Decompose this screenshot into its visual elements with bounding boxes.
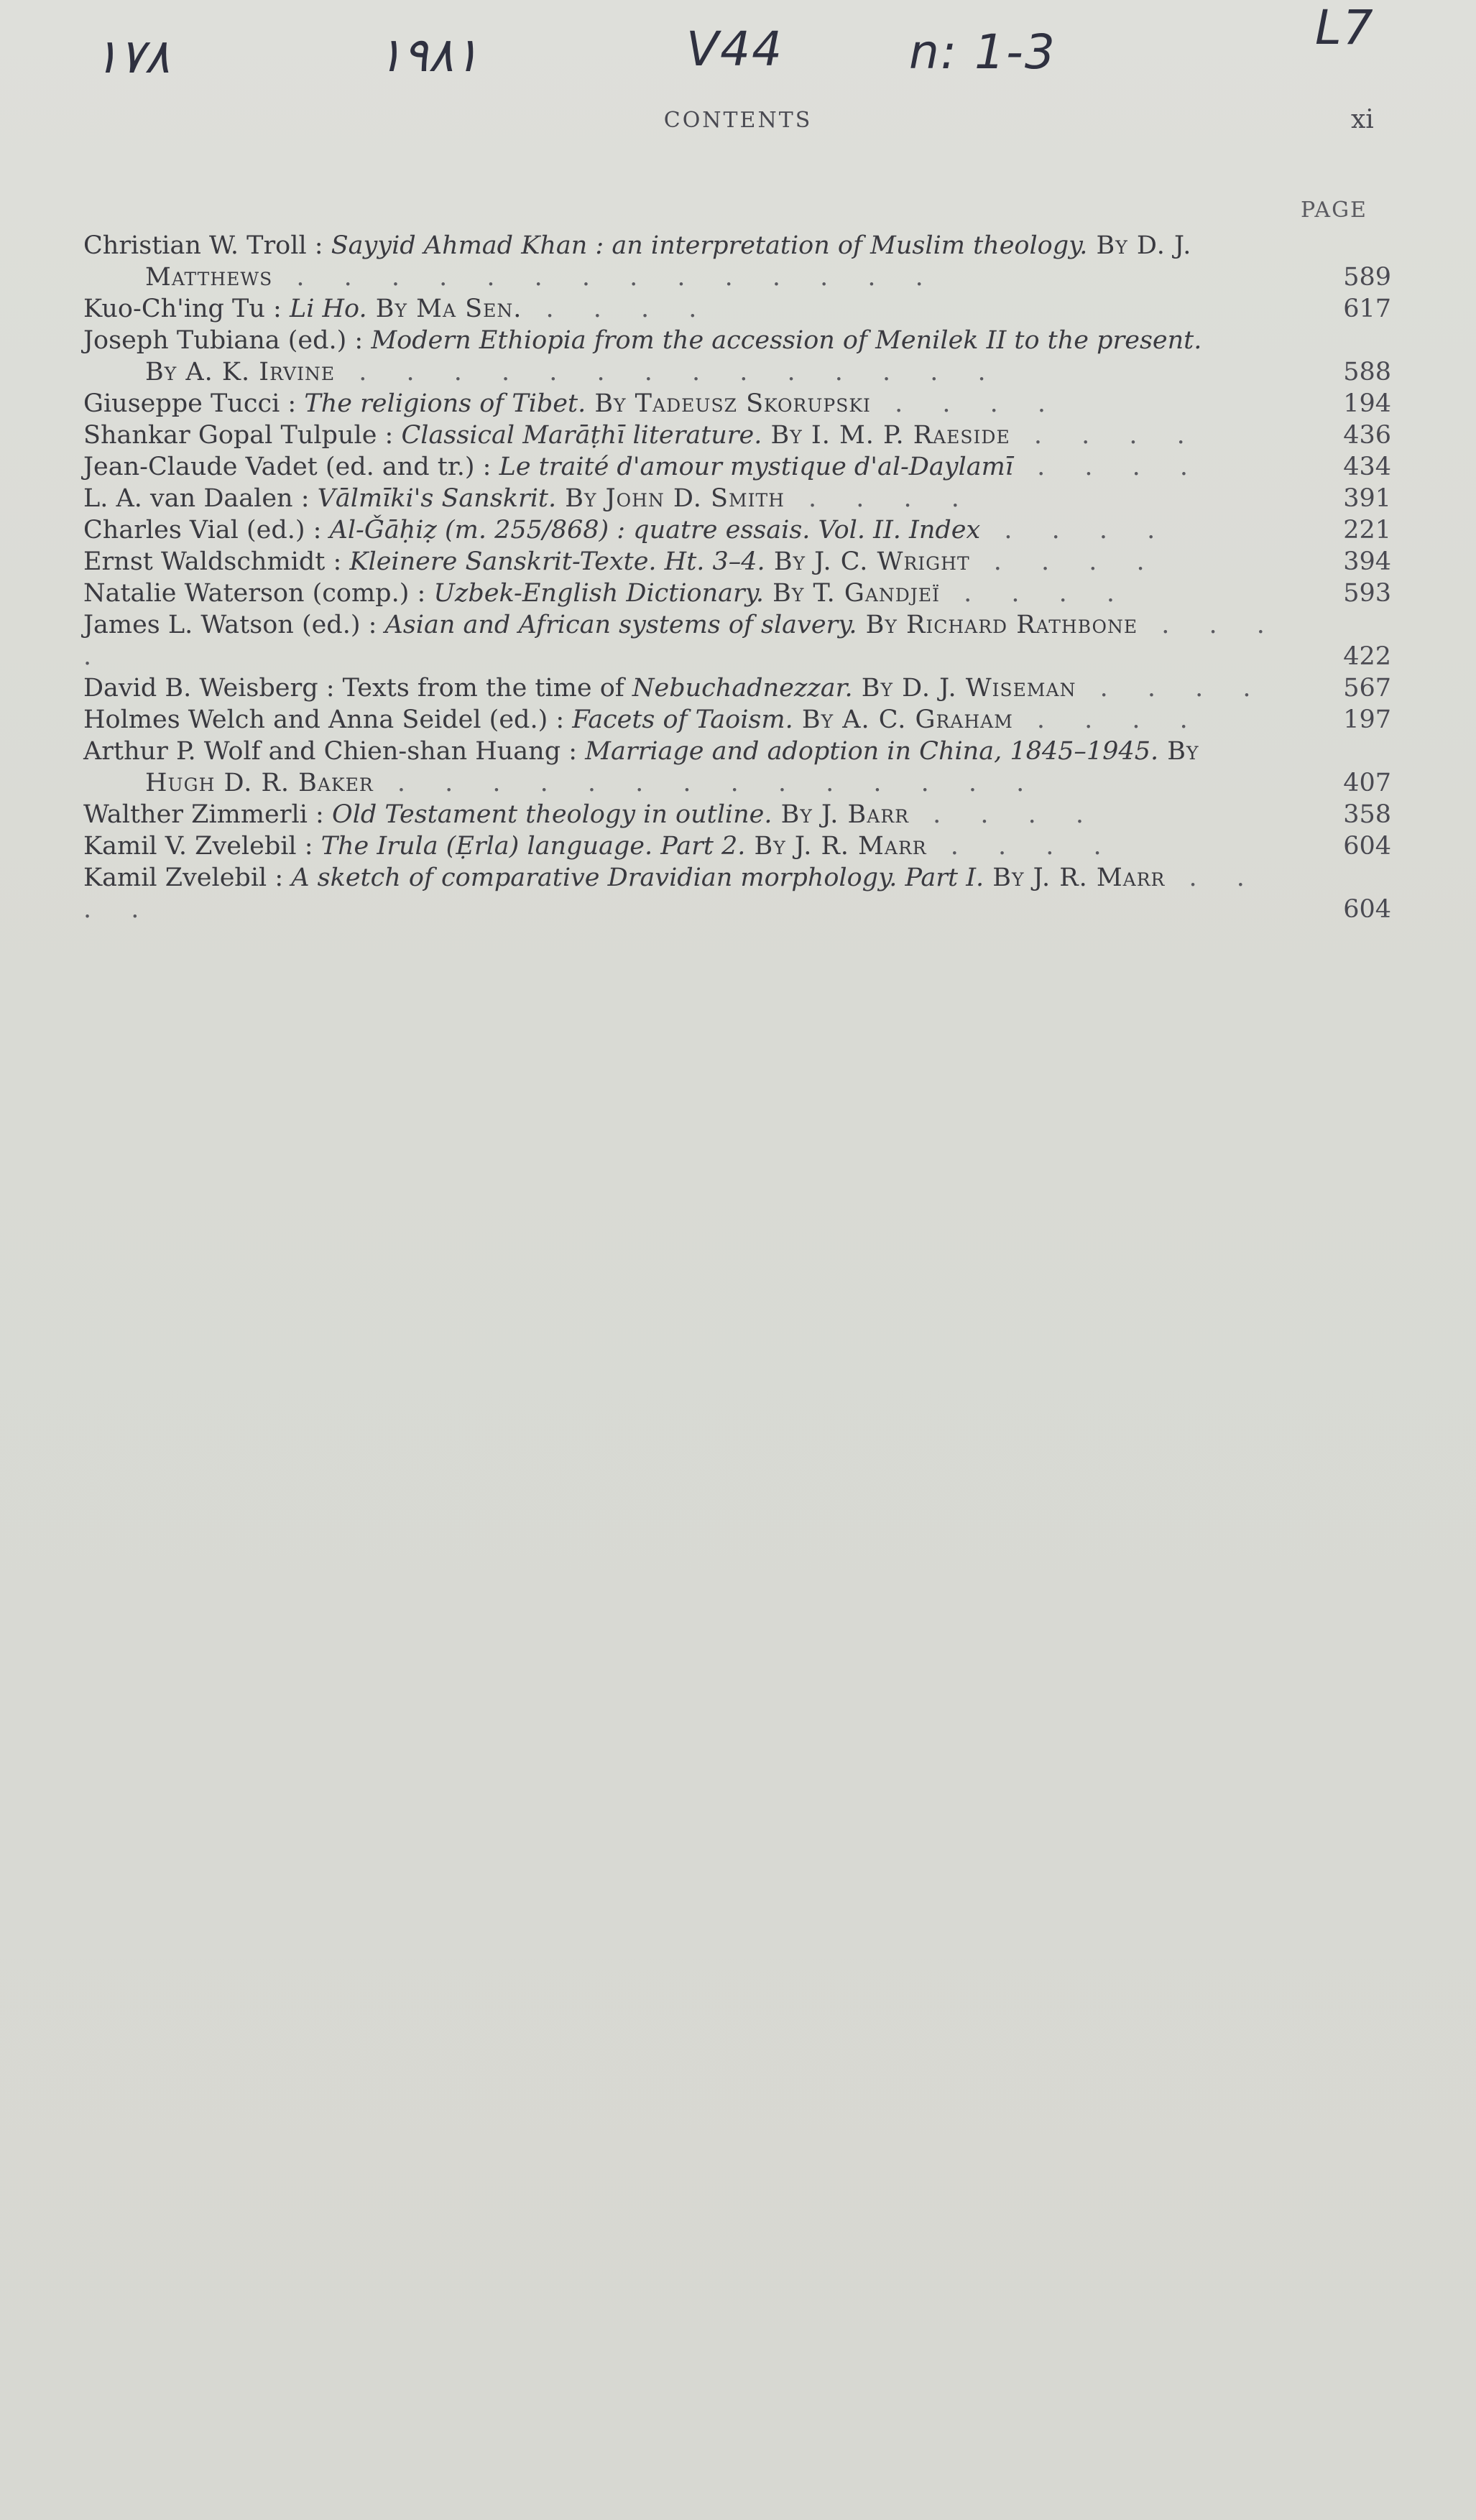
running-head: CONTENTS (663, 108, 813, 133)
entry-author: David B. Weisberg : Texts from the time of (83, 674, 632, 703)
handwritten-note-5: L7 (1315, 0, 1375, 55)
entry-line (83, 325, 1305, 356)
entry-title: The Irula (Ẹrla) language. Part 2. (320, 832, 746, 861)
entry-author: Kamil V. Zvelebil : (83, 832, 321, 861)
entry-title: Uzbek-English Dictionary. (433, 579, 764, 608)
dot-leaders: . . . . . . . . . . . . . . (272, 263, 939, 292)
entry-line (83, 704, 1305, 736)
entry-reviewer-continued: Hugh D. R. Baker (145, 769, 374, 797)
entry-continuation (83, 261, 1305, 293)
entry-title: Al-Ǧāḥiẓ (m. 255/868) : quatre essais. Vol. II. Index (329, 516, 981, 545)
entry-page-number: 436 (1343, 421, 1391, 450)
entry-reviewer: By J. Barr (772, 800, 909, 829)
entry-author: Joseph Tubiana (ed.) : (83, 326, 372, 355)
dot-leaders: . . . . (969, 547, 1161, 576)
dot-leaders: . . . . (83, 863, 1260, 924)
entry-reviewer: By D. J. Wiseman (852, 674, 1076, 703)
entry-page-number: 434 (1343, 453, 1391, 481)
dot-leaders: . . . . (870, 389, 1061, 418)
entry-author: Christian W. Troll : (83, 231, 331, 260)
entry-line (83, 546, 1305, 578)
entry-line (83, 830, 1305, 862)
contents-entry (83, 830, 1391, 862)
contents-entry (83, 514, 1391, 546)
dot-leaders: . . . . (784, 484, 975, 513)
entry-page-number: 422 (1343, 642, 1391, 671)
entry-reviewer: By (1158, 737, 1199, 766)
contents-entry (83, 420, 1391, 451)
contents-entry (83, 546, 1391, 578)
handwritten-note-4: n: 1-3 (909, 24, 1056, 80)
dot-leaders: . . . . (1010, 421, 1201, 450)
entry-title: Le traité d'amour mystique d'al-Daylamī (499, 453, 1013, 481)
entry-line (83, 862, 1305, 925)
contents-list (83, 230, 1391, 925)
entry-line (83, 420, 1305, 451)
contents-entry (83, 451, 1391, 483)
entry-author: Holmes Welch and Anna Seidel (ed.) : (83, 705, 573, 734)
entry-line (83, 293, 1305, 325)
dot-leaders: . . . . . . . . . . . . . . (335, 358, 1002, 386)
entry-reviewer-continued: By A. K. Irvine (145, 358, 336, 386)
entry-title: Li Ho. (289, 295, 367, 323)
dot-leaders: . . . . (926, 832, 1117, 861)
entry-title: A sketch of comparative Dravidian morphology. Part I. (291, 863, 984, 892)
dot-leaders: . . . . (1013, 705, 1204, 734)
dot-leaders: . . . . (908, 800, 1099, 829)
contents-entry (83, 672, 1391, 704)
dot-leaders: . . . . (1013, 453, 1204, 481)
entry-title: Kleinere Sanskrit-Texte. Ht. 3–4. (349, 547, 765, 576)
entry-line (83, 514, 1305, 546)
entry-page-number: 358 (1343, 800, 1391, 829)
entry-title: Classical Marāṭhī literature. (401, 421, 762, 450)
contents-entry (83, 388, 1391, 420)
handwritten-note-3: V44 (686, 22, 784, 77)
entry-author: Shankar Gopal Tulpule : (83, 421, 402, 450)
dot-leaders: . . . . . . . . . . . . . . (373, 769, 1041, 797)
entry-author: James L. Watson (ed.) : (83, 611, 385, 639)
entry-page-number: 221 (1343, 516, 1391, 545)
entry-title: Nebuchadnezzar. (632, 674, 853, 703)
dot-leaders: . . . . (980, 516, 1171, 545)
contents-entry (83, 704, 1391, 736)
entry-page-number: 593 (1343, 579, 1391, 608)
entry-continuation (83, 356, 1305, 388)
entry-author: Giuseppe Tucci : (83, 389, 305, 418)
entry-line (83, 388, 1305, 420)
dot-leaders: . . . . (940, 579, 1131, 608)
contents-entry (83, 799, 1391, 830)
entry-reviewer: By T. Gandjeï (763, 579, 940, 608)
entry-title: The religions of Tibet. (304, 389, 586, 418)
contents-entry (83, 325, 1391, 388)
dot-leaders: . . . . (83, 611, 1281, 671)
entry-author: L. A. van Daalen : (83, 484, 318, 513)
handwritten-note-1: ۱۷۸ (93, 29, 170, 84)
entry-page-number: 197 (1343, 705, 1391, 734)
entry-reviewer: By Ma Sen. (366, 295, 522, 323)
entry-line (83, 230, 1305, 261)
entry-author: Natalie Waterson (comp.) : (83, 579, 434, 608)
entry-page-number: 604 (1343, 895, 1391, 924)
entry-page-number: 589 (1343, 263, 1391, 292)
contents-entry (83, 230, 1391, 293)
entry-title: Asian and African systems of slavery. (384, 611, 857, 639)
entry-continuation (83, 767, 1305, 799)
entry-author: Kamil Zvelebil : (83, 863, 292, 892)
entry-page-number: 617 (1343, 295, 1391, 323)
contents-entry (83, 609, 1391, 672)
entry-title: Modern Ethiopia from the accession of Menilek II to the present. (371, 326, 1202, 355)
contents-entry (83, 578, 1391, 609)
entry-line (83, 672, 1305, 704)
entry-title: Marriage and adoption in China, 1845–1945. (585, 737, 1159, 766)
entry-line (83, 578, 1305, 609)
entry-reviewer: By Tadeusz Skorupski (586, 389, 871, 418)
entry-line (83, 451, 1305, 483)
entry-page-number: 194 (1343, 389, 1391, 418)
entry-reviewer: By I. M. P. Raeside (762, 421, 1010, 450)
entry-page-number: 394 (1343, 547, 1391, 576)
entry-title: Old Testament theology in outline. (331, 800, 772, 829)
entry-author: Jean-Claude Vadet (ed. and tr.) : (83, 453, 499, 481)
dot-leaders: . . . . (522, 295, 713, 323)
entry-author: Walther Zimmerli : (83, 800, 332, 829)
entry-line (83, 483, 1305, 514)
entry-reviewer: By Richard Rathbone (857, 611, 1138, 639)
entry-page-number: 567 (1343, 674, 1391, 703)
entry-reviewer: By D. J. (1087, 231, 1192, 260)
entry-line (83, 609, 1305, 672)
contents-entry (83, 862, 1391, 925)
entry-page-number: 588 (1343, 358, 1391, 386)
entry-reviewer: By J. R. Marr (745, 832, 927, 861)
page-column-label: PAGE (1301, 198, 1367, 223)
entry-title: Sayyid Ahmad Khan : an interpretation of Muslim theology. (331, 231, 1088, 260)
entry-author: Charles Vial (ed.) : (83, 516, 330, 545)
entry-reviewer: By J. R. Marr (984, 863, 1166, 892)
handwritten-note-2: ۱۹۸۱ (377, 27, 479, 83)
entry-line (83, 799, 1305, 830)
entry-reviewer: By J. C. Wright (765, 547, 970, 576)
entry-title: Facets of Taoism. (572, 705, 793, 734)
contents-entry (83, 293, 1391, 325)
entry-page-number: 391 (1343, 484, 1391, 513)
entry-reviewer: By A. C. Graham (793, 705, 1013, 734)
entry-reviewer: By John D. Smith (556, 484, 785, 513)
entry-author: Ernst Waldschmidt : (83, 547, 350, 576)
entry-author: Kuo-Ch'ing Tu : (83, 295, 290, 323)
entry-author: Arthur P. Wolf and Chien-shan Huang : (83, 737, 586, 766)
contents-entry (83, 483, 1391, 514)
page-folio: xi (1351, 105, 1374, 134)
contents-entry (83, 736, 1391, 799)
entry-title: Vālmīki's Sanskrit. (317, 484, 557, 513)
dot-leaders: . . . . (1076, 674, 1267, 703)
entry-line (83, 736, 1305, 767)
entry-reviewer-continued: Matthews (145, 263, 273, 292)
entry-page-number: 604 (1343, 832, 1391, 861)
entry-page-number: 407 (1343, 769, 1391, 797)
